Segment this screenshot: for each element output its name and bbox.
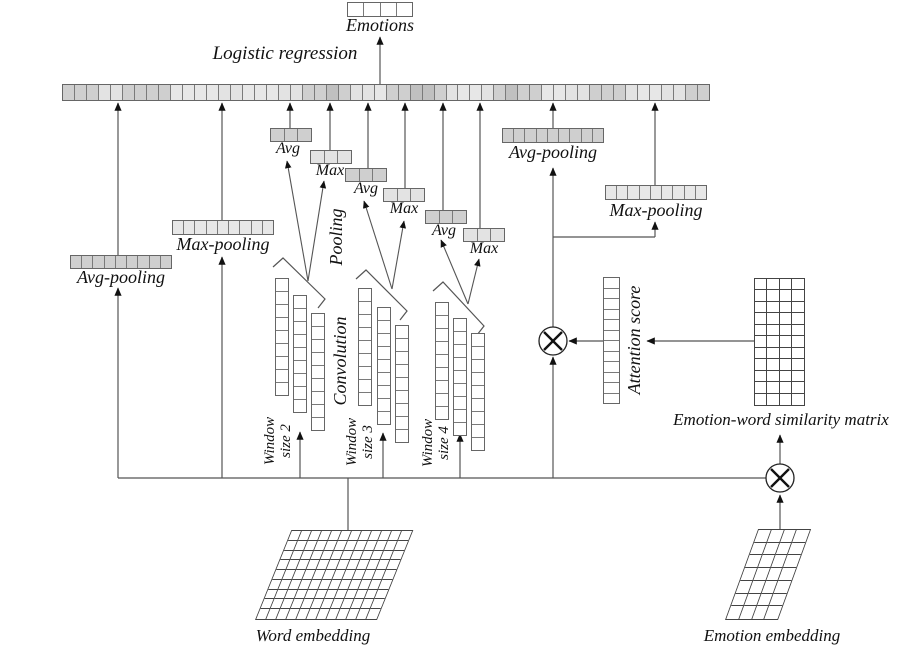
attention-score-label: Attention score	[623, 285, 644, 395]
max-label: Max	[389, 200, 419, 217]
conv-column	[358, 288, 372, 406]
avg-label: Avg	[432, 222, 456, 239]
logistic-regression-label: Logistic regression	[212, 43, 358, 64]
window-word: Window	[419, 418, 436, 468]
emotions-label: Emotions	[345, 15, 414, 35]
multiply-operator-icon	[539, 327, 567, 355]
attention-score-column	[603, 277, 620, 404]
similarity-matrix	[754, 278, 805, 406]
window-size-3-label	[342, 405, 378, 479]
max-pooling-bar-left	[172, 220, 274, 235]
multiply-operator-icon	[766, 464, 794, 492]
window-word: Window	[343, 417, 360, 467]
max-pooling-bar-right	[605, 185, 707, 200]
avg-pooling-label: Avg-pooling	[509, 142, 597, 162]
conv-column	[311, 313, 325, 431]
pooling-stage-label: Pooling	[325, 208, 346, 266]
conv-column	[275, 278, 289, 396]
max-label: Max	[315, 162, 345, 179]
avg-label: Avg	[276, 140, 300, 157]
window-word: Window	[261, 416, 278, 466]
conv-column	[395, 325, 409, 443]
size-word: size 4	[436, 426, 452, 460]
emotion-embedding-label: Emotion embedding	[703, 626, 841, 645]
max-label: Max	[469, 240, 499, 257]
convolution-stage-label: Convolution	[329, 316, 350, 406]
avg-pooling-label: Avg-pooling	[77, 267, 165, 287]
similarity-matrix-label: Emotion-word similarity matrix	[673, 410, 889, 429]
max-pooling-label: Max-pooling	[609, 200, 703, 220]
conv-column	[453, 318, 467, 436]
concatenation-bar	[62, 84, 710, 101]
word-embedding-label: Word embedding	[255, 626, 371, 645]
window-size-4-label	[418, 406, 454, 480]
size-word: size 3	[360, 425, 376, 459]
conv-column	[435, 302, 449, 420]
max-pooling-label: Max-pooling	[176, 234, 270, 254]
conv-column	[471, 333, 485, 451]
avg-label: Avg	[354, 180, 378, 197]
avg-pooling-bar-right	[502, 128, 604, 143]
conv-column	[377, 307, 391, 425]
window-size-2-label	[260, 404, 296, 478]
size-word: size 2	[278, 424, 294, 458]
conv-column	[293, 295, 307, 413]
